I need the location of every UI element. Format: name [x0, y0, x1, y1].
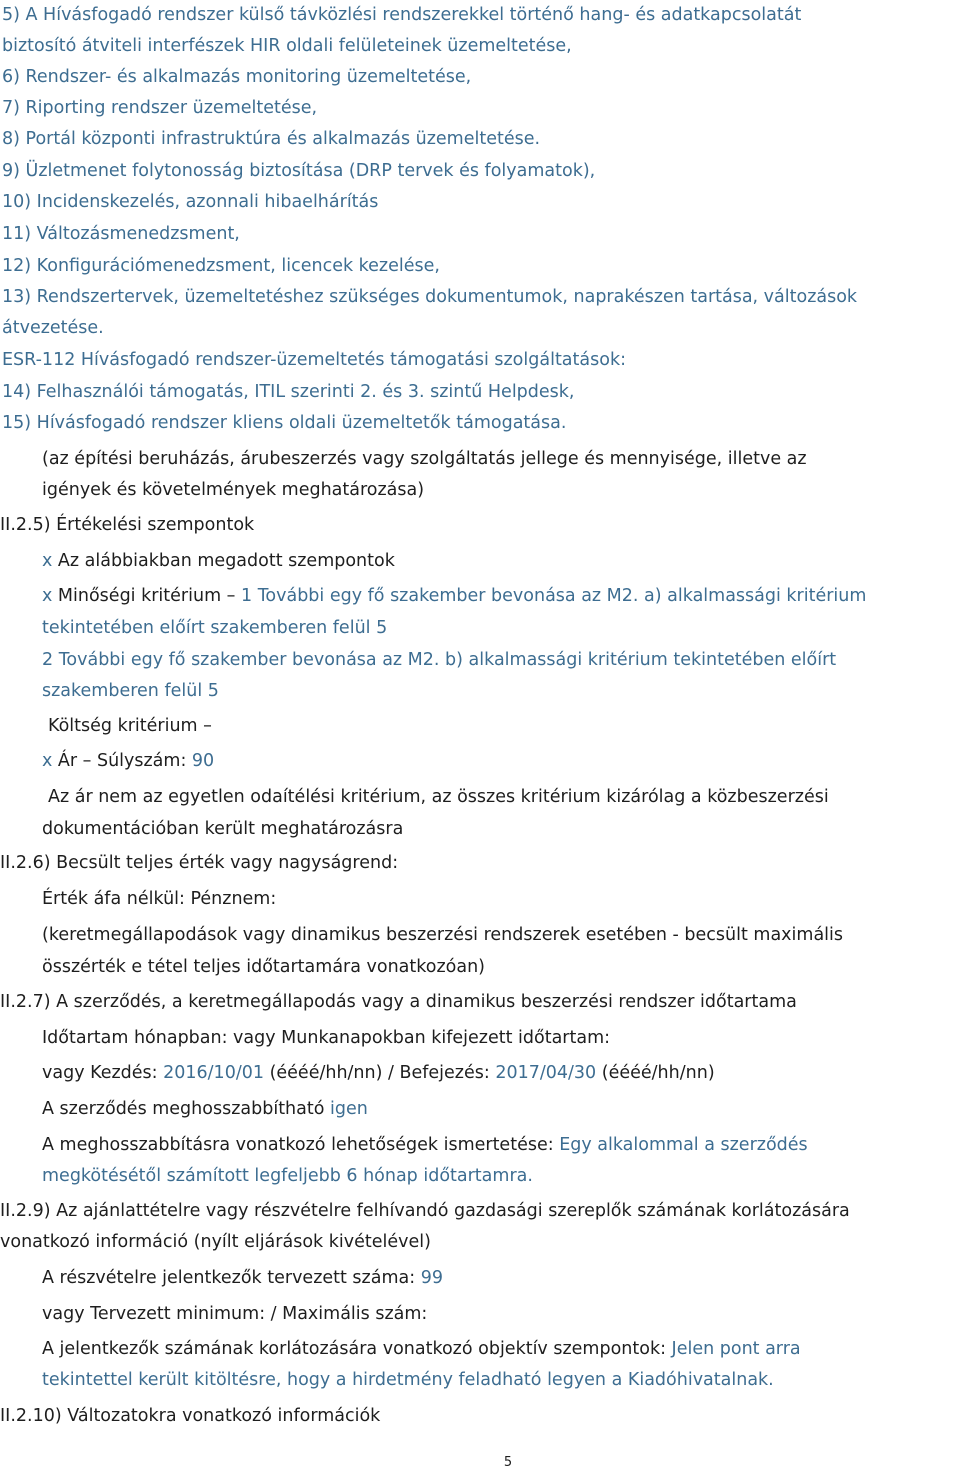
text-line — [42, 1097, 368, 1121]
text-line: szakemberen felül 5 — [42, 681, 219, 701]
text-line: 14) Felhasználói támogatás, ITIL szerinti 2. és 3. szintű Helpdesk, — [2, 382, 575, 402]
text-span: Egy alkalommal a szerződés — [559, 1135, 808, 1155]
section-heading: II.2.5) Értékelési szempontok — [0, 515, 255, 535]
bullet-marker: x — [42, 751, 58, 771]
text-line: Az ár nem az egyetlen odaítélési kritérium, az összes kritérium kizárólag a közbeszerzési — [48, 787, 829, 807]
text-line: 13) Rendszertervek, üzemeltetéshez szükséges dokumentumok, naprakészen tartása, változások — [2, 287, 858, 307]
section-heading: II.2.6) Becsült teljes érték vagy nagyságrend: — [0, 853, 399, 873]
end-date: 2017/04/30 — [495, 1063, 597, 1083]
text-line — [42, 584, 866, 608]
page-number: 5 — [503, 1455, 513, 1470]
text-line: biztosító átviteli interfészek HIR oldali felületeinek üzemeltetése, — [2, 36, 572, 56]
text-span: 1 További egy fő szakember bevonása az M2. a) alkalmassági kritérium — [241, 586, 867, 606]
text-line: összérték e tétel teljes időtartamára vonatkozóan) — [42, 957, 486, 977]
text-line — [42, 1266, 443, 1290]
text-line: megkötésétől számított legfeljebb 6 hónap időtartamra. — [42, 1166, 533, 1186]
text-line: 6) Rendszer- és alkalmazás monitoring üzemeltetése, — [2, 67, 472, 87]
text-line: vonatkozó információ (nyílt eljárások kivételével) — [0, 1232, 431, 1252]
text-span: Minőségi kritérium – — [57, 586, 241, 606]
text-span: 99 — [420, 1268, 443, 1288]
text-line: 7) Riporting rendszer üzemeltetése, — [2, 98, 318, 118]
text-line: 10) Incidenskezelés, azonnali hibaelhárítás — [2, 192, 379, 212]
bullet-marker: x — [42, 586, 58, 606]
text-line — [42, 1133, 808, 1157]
text-line: tekintettel került kitöltésre, hogy a hirdetmény feladható legyen a Kiadóhivatalnak. — [42, 1370, 774, 1390]
section-heading: II.2.9) Az ajánlattételre vagy részvételre felhívandó gazdasági szereplők számának korlátozására — [0, 1201, 850, 1221]
text-span: (éééé/hh/nn) — [596, 1063, 715, 1083]
text-span: Az alábbiakban megadott szempontok — [57, 551, 395, 571]
text-line: 12) Konfigurációmenedzsment, licencek kezelése, — [2, 256, 440, 276]
text-span: A jelentkezők számának korlátozására vonatkozó objektív szempontok: — [42, 1339, 672, 1359]
text-span: Ár – Súlyszám: — [57, 751, 192, 771]
text-line: 9) Üzletmenet folytonosság biztosítása (DRP tervek és folyamatok), — [2, 161, 596, 181]
text-span: A részvételre jelentkezők tervezett száma: — [42, 1268, 421, 1288]
text-line: 5) A Hívásfogadó rendszer külső távközlési rendszerekkel történő hang- és adatkapcsolatát — [2, 5, 802, 25]
text-line: 11) Változásmenedzsment, — [2, 224, 240, 244]
text-line: Költség kritérium – — [48, 716, 212, 736]
text-line: 8) Portál központi infrastruktúra és alkalmazás üzemeltetése. — [2, 129, 541, 149]
text-line: vagy Tervezett minimum: / Maximális szám: — [42, 1304, 428, 1324]
text-line — [42, 1061, 715, 1085]
text-line: (az építési beruházás, árubeszerzés vagy szolgáltatás jellege és mennyisége, illetve az — [42, 449, 807, 469]
text-span: 90 — [191, 751, 215, 771]
text-line: Érték áfa nélkül: Pénznem: — [42, 889, 277, 909]
text-span: Jelen pont arra — [671, 1339, 801, 1359]
text-line — [42, 1337, 801, 1361]
text-line: tekintetében előírt szakemberen felül 5 — [42, 618, 388, 638]
bullet-marker: x — [42, 551, 58, 571]
text-line — [42, 749, 214, 773]
text-span: (éééé/hh/nn) / Befejezés: — [264, 1063, 496, 1083]
text-span: A szerződés meghosszabbítható — [42, 1099, 330, 1119]
text-line: átvezetése. — [2, 318, 104, 338]
section-heading: II.2.7) A szerződés, a keretmegállapodás vagy a dinamikus beszerzési rendszer időtartama — [0, 992, 797, 1012]
text-line: (keretmegállapodások vagy dinamikus beszerzési rendszerek esetében - becsült maximális — [42, 925, 844, 945]
text-line: 15) Hívásfogadó rendszer kliens oldali üzemeltetők támogatása. — [2, 413, 567, 433]
start-date: 2016/10/01 — [163, 1063, 264, 1083]
text-span: vagy Kezdés: — [42, 1063, 164, 1083]
text-line: dokumentációban került meghatározásra — [42, 819, 404, 839]
text-line: igények és követelmények meghatározása) — [42, 480, 425, 500]
text-line: 2 További egy fő szakember bevonása az M2. b) alkalmassági kritérium tekintetében előírt — [42, 650, 837, 670]
section-heading: II.2.10) Változatokra vonatkozó információk — [0, 1406, 381, 1426]
text-span: A meghosszabbításra vonatkozó lehetőségek ismertetése: — [42, 1135, 560, 1155]
text-line: ESR-112 Hívásfogadó rendszer-üzemeltetés támogatási szolgáltatások: — [2, 350, 626, 370]
text-span: igen — [330, 1099, 368, 1119]
text-line — [42, 549, 395, 573]
text-line: Időtartam hónapban: vagy Munkanapokban kifejezett időtartam: — [42, 1028, 611, 1048]
